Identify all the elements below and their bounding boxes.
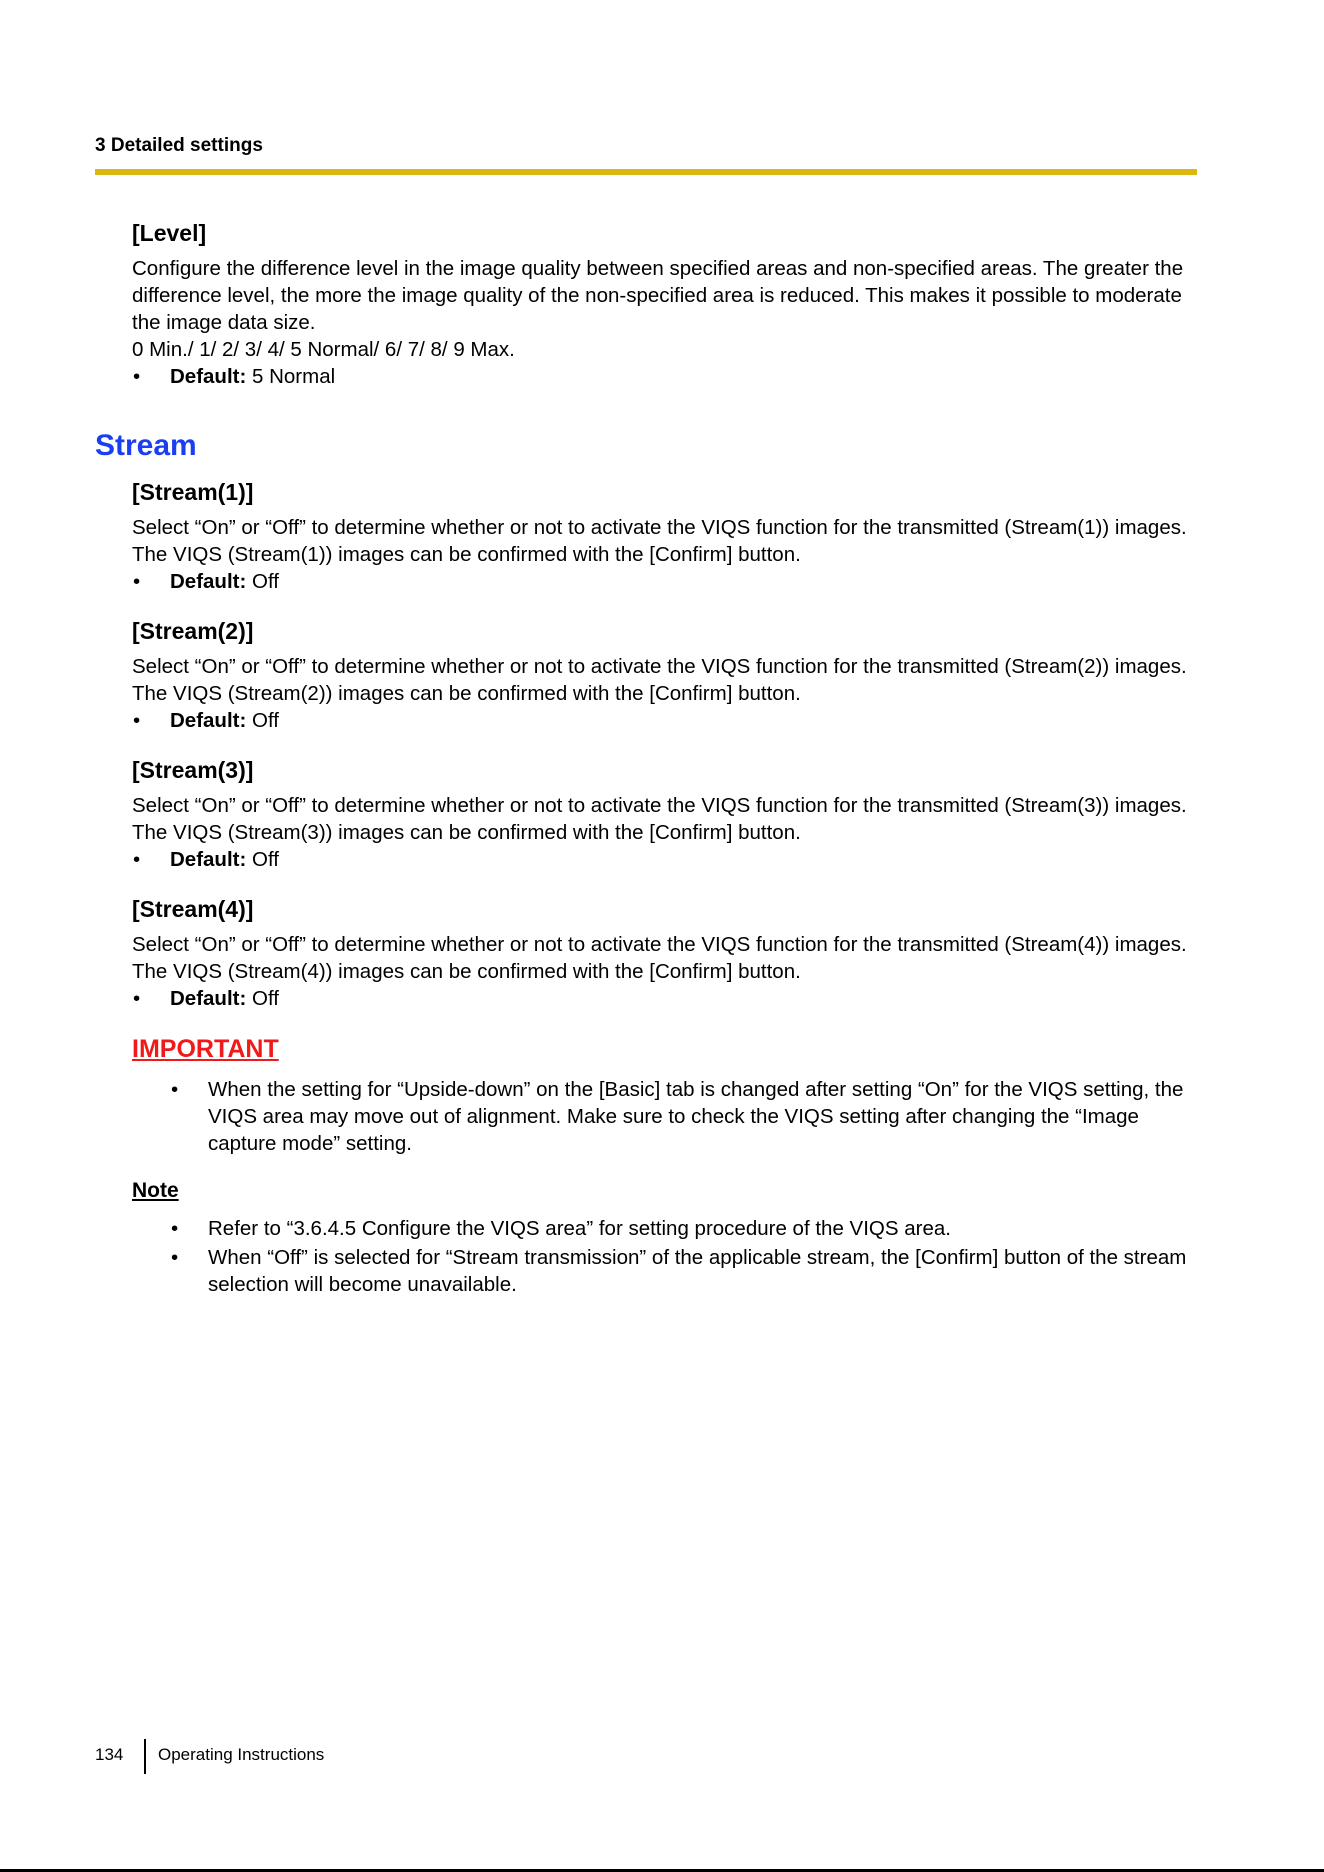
stream-3-block	[132, 755, 1205, 874]
stream-4-block	[132, 894, 1205, 1013]
default-label: Default:	[170, 987, 247, 1010]
page-number: 134	[95, 1745, 124, 1764]
important-list	[133, 1076, 1205, 1157]
important-list-item	[133, 1076, 1205, 1157]
note-block	[132, 1177, 1205, 1205]
default-value: Off	[246, 709, 279, 732]
stream-2-description: Select “On” or “Off” to determine whether or not to activate the VIQS function for the transmitted (Stream(2)) images.	[132, 655, 1187, 678]
level-heading: [Level]	[132, 220, 207, 246]
stream-2-block	[132, 616, 1205, 735]
default-label: Default:	[170, 365, 247, 388]
stream-4-default	[132, 985, 1205, 1013]
stream-2-confirm-text: The VIQS (Stream(2)) images can be confirmed with the [Confirm] button.	[132, 682, 801, 705]
default-value: Off	[246, 570, 279, 593]
default-label: Default:	[170, 570, 247, 593]
level-description: Configure the difference level in the image quality between specified areas and non-specified areas. The greater the difference level, the more the image quality of the non-specified area is reduced. This makes it possible to moderate the image data size.	[132, 257, 1184, 334]
stream-1-confirm-text: The VIQS (Stream(1)) images can be confirmed with the [Confirm] button.	[132, 543, 801, 566]
footer-document-title: Operating Instructions	[158, 1745, 325, 1764]
stream-3-heading: [Stream(3)]	[132, 757, 254, 783]
header-rule	[95, 169, 1197, 175]
header-title: 3 Detailed settings	[95, 135, 263, 156]
stream-section-heading: Stream	[95, 429, 197, 462]
note-list-item	[133, 1215, 1205, 1242]
important-item-text: When the setting for “Upside-down” on the [Basic] tab is changed after setting “On” for the VIQS setting, the VIQS area may move out of alignment. Make sure to check the VIQS setting after changing the “Image capture mode” setting.	[208, 1078, 1184, 1155]
bullet-icon: •	[133, 365, 141, 388]
stream-3-description: Select “On” or “Off” to determine whether or not to activate the VIQS function for the transmitted (Stream(3)) images.	[132, 794, 1187, 817]
default-label: Default:	[170, 709, 247, 732]
stream-4-confirm-text: The VIQS (Stream(4)) images can be confirmed with the [Confirm] button.	[132, 960, 801, 983]
stream-3-default	[132, 846, 1205, 874]
level-options: 0 Min./ 1/ 2/ 3/ 4/ 5 Normal/ 6/ 7/ 8/ 9 Max.	[132, 338, 515, 361]
important-heading: IMPORTANT	[132, 1035, 279, 1063]
stream-3-confirm-text: The VIQS (Stream(3)) images can be confirmed with the [Confirm] button.	[132, 821, 801, 844]
default-value: Off	[246, 987, 279, 1010]
bullet-icon: •	[171, 1246, 179, 1269]
default-value: 5 Normal	[246, 365, 336, 388]
stream-1-block	[132, 477, 1205, 596]
note-item-text: When “Off” is selected for “Stream transmission” of the applicable stream, the [Confirm] button of the stream selection will become unavailable.	[208, 1246, 1187, 1296]
level-block	[132, 218, 1205, 391]
stream-1-default	[132, 568, 1205, 596]
level-default	[132, 363, 1205, 391]
stream-4-description: Select “On” or “Off” to determine whether or not to activate the VIQS function for the transmitted (Stream(4)) images.	[132, 933, 1187, 956]
bullet-icon: •	[133, 709, 141, 732]
stream-2-heading: [Stream(2)]	[132, 618, 254, 644]
stream-1-description: Select “On” or “Off” to determine whether or not to activate the VIQS function for the transmitted (Stream(1)) images.	[132, 516, 1187, 539]
default-label: Default:	[170, 848, 247, 871]
bullet-icon: •	[133, 987, 141, 1010]
bullet-icon: •	[171, 1217, 179, 1240]
bullet-icon: •	[171, 1078, 179, 1101]
important-block	[132, 1033, 1205, 1065]
stream-1-heading: [Stream(1)]	[132, 479, 254, 505]
note-list	[133, 1215, 1205, 1298]
bullet-icon: •	[133, 848, 141, 871]
stream-4-heading: [Stream(4)]	[132, 896, 254, 922]
bullet-icon: •	[133, 570, 141, 593]
footer-separator	[144, 1739, 146, 1774]
page-content	[95, 218, 1205, 1300]
note-list-item	[133, 1244, 1205, 1298]
default-value: Off	[246, 848, 279, 871]
note-heading: Note	[132, 1179, 179, 1202]
note-item-text: Refer to “3.6.4.5 Configure the VIQS area” for setting procedure of the VIQS area.	[208, 1217, 951, 1240]
stream-2-default	[132, 707, 1205, 735]
